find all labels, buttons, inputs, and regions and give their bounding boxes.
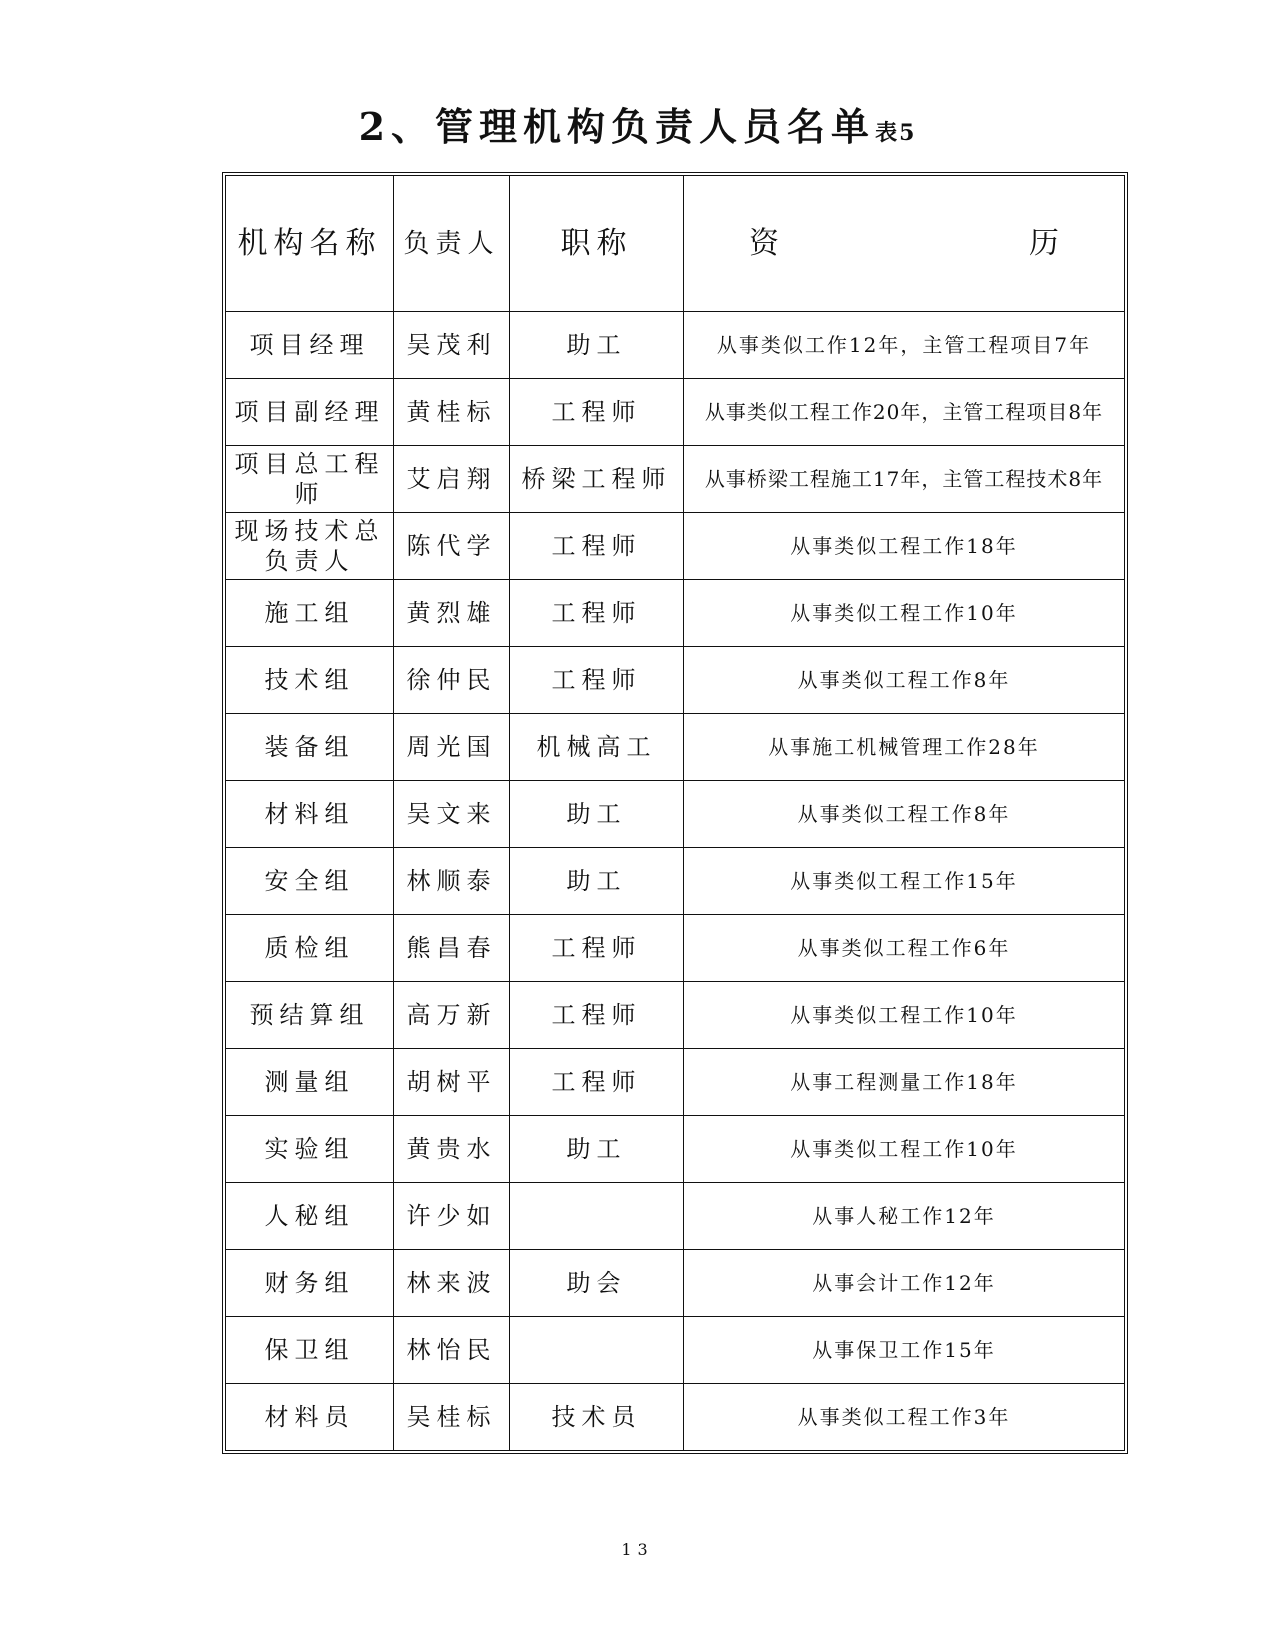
cell-history: 从事施工机械管理工作28年 [684,714,1125,781]
cell-person: 胡树平 [394,1049,510,1116]
header-org-name: 机构名称 [226,176,394,312]
cell-title: 工程师 [510,982,684,1049]
cell-person: 高万新 [394,982,510,1049]
cell-title: 工程师 [510,915,684,982]
table-row [226,312,1125,379]
table-row [226,647,1125,714]
cell-history: 从事类似工程工作10年 [684,580,1125,647]
cell-title: 工程师 [510,1049,684,1116]
header-history-part2: 历 [1029,225,1059,261]
cell-title: 机械高工 [510,714,684,781]
cell-org: 财务组 [226,1250,394,1317]
table-row [226,580,1125,647]
table-number: 表5 [875,120,917,146]
cell-history: 从事类似工程工作8年 [684,781,1125,848]
cell-history: 从事会计工作12年 [684,1250,1125,1317]
cell-person: 陈代学 [394,513,510,580]
cell-title [510,1183,684,1250]
cell-history: 从事类似工程工作3年 [684,1384,1125,1451]
table-row [226,1116,1125,1183]
cell-title: 技术员 [510,1384,684,1451]
cell-person: 熊昌春 [394,915,510,982]
table-row [226,1317,1125,1384]
page-number: 13 [621,1540,654,1559]
table-row [226,446,1125,513]
header-person: 负责人 [394,176,510,312]
cell-title: 助工 [510,1116,684,1183]
cell-org: 项目总工程师 [226,446,394,513]
table-row [226,781,1125,848]
table-row [226,1384,1125,1451]
cell-org: 项目经理 [226,312,394,379]
cell-person: 吴文来 [394,781,510,848]
personnel-table-frame [222,172,1128,1454]
personnel-table [225,175,1125,1451]
cell-person: 许少如 [394,1183,510,1250]
cell-org: 施工组 [226,580,394,647]
table-row [226,915,1125,982]
table-row [226,982,1125,1049]
cell-person: 黄桂标 [394,379,510,446]
cell-org: 实验组 [226,1116,394,1183]
cell-history: 从事类似工程工作10年 [684,982,1125,1049]
cell-person: 周光国 [394,714,510,781]
cell-history: 从事类似工作12年，主管工程项目7年 [684,312,1125,379]
cell-title: 助工 [510,312,684,379]
cell-title [510,1317,684,1384]
cell-title: 工程师 [510,580,684,647]
cell-person: 艾启翔 [394,446,510,513]
cell-title: 工程师 [510,379,684,446]
cell-org: 保卫组 [226,1317,394,1384]
table-row [226,714,1125,781]
cell-org: 技术组 [226,647,394,714]
cell-title: 工程师 [510,513,684,580]
page-title [0,96,1275,151]
header-history-part1: 资 [749,225,779,261]
cell-title: 桥梁工程师 [510,446,684,513]
cell-title: 助会 [510,1250,684,1317]
cell-person: 林顺泰 [394,848,510,915]
cell-org: 人秘组 [226,1183,394,1250]
table-row [226,1049,1125,1116]
table-row [226,1250,1125,1317]
header-job-title: 职称 [510,176,684,312]
cell-history: 从事桥梁工程施工17年，主管工程技术8年 [684,446,1125,513]
table-row [226,513,1125,580]
cell-person: 徐仲民 [394,647,510,714]
cell-org: 预结算组 [226,982,394,1049]
cell-history: 从事类似工程工作18年 [684,513,1125,580]
table-header-row [226,176,1125,312]
cell-title: 工程师 [510,647,684,714]
cell-org: 装备组 [226,714,394,781]
cell-org: 材料组 [226,781,394,848]
cell-person: 林怡民 [394,1317,510,1384]
cell-person: 吴桂标 [394,1384,510,1451]
cell-person: 林来波 [394,1250,510,1317]
cell-org: 安全组 [226,848,394,915]
cell-org: 测量组 [226,1049,394,1116]
cell-person: 黄烈雄 [394,580,510,647]
cell-org: 现场技术总负责人 [226,513,394,580]
cell-history: 从事工程测量工作18年 [684,1049,1125,1116]
cell-title: 助工 [510,781,684,848]
cell-history: 从事人秘工作12年 [684,1183,1125,1250]
cell-org: 材料员 [226,1384,394,1451]
header-history [684,176,1125,312]
cell-history: 从事保卫工作15年 [684,1317,1125,1384]
cell-history: 从事类似工程工作8年 [684,647,1125,714]
table-row [226,1183,1125,1250]
cell-org: 项目副经理 [226,379,394,446]
cell-history: 从事类似工程工作6年 [684,915,1125,982]
table-row [226,379,1125,446]
cell-title: 助工 [510,848,684,915]
cell-history: 从事类似工程工作10年 [684,1116,1125,1183]
table-row [226,848,1125,915]
cell-org: 质检组 [226,915,394,982]
title-main: 2、管理机构负责人员名单 [358,104,876,149]
cell-history: 从事类似工程工作15年 [684,848,1125,915]
cell-history: 从事类似工程工作20年，主管工程项目8年 [684,379,1125,446]
cell-person: 吴茂利 [394,312,510,379]
cell-person: 黄贵水 [394,1116,510,1183]
